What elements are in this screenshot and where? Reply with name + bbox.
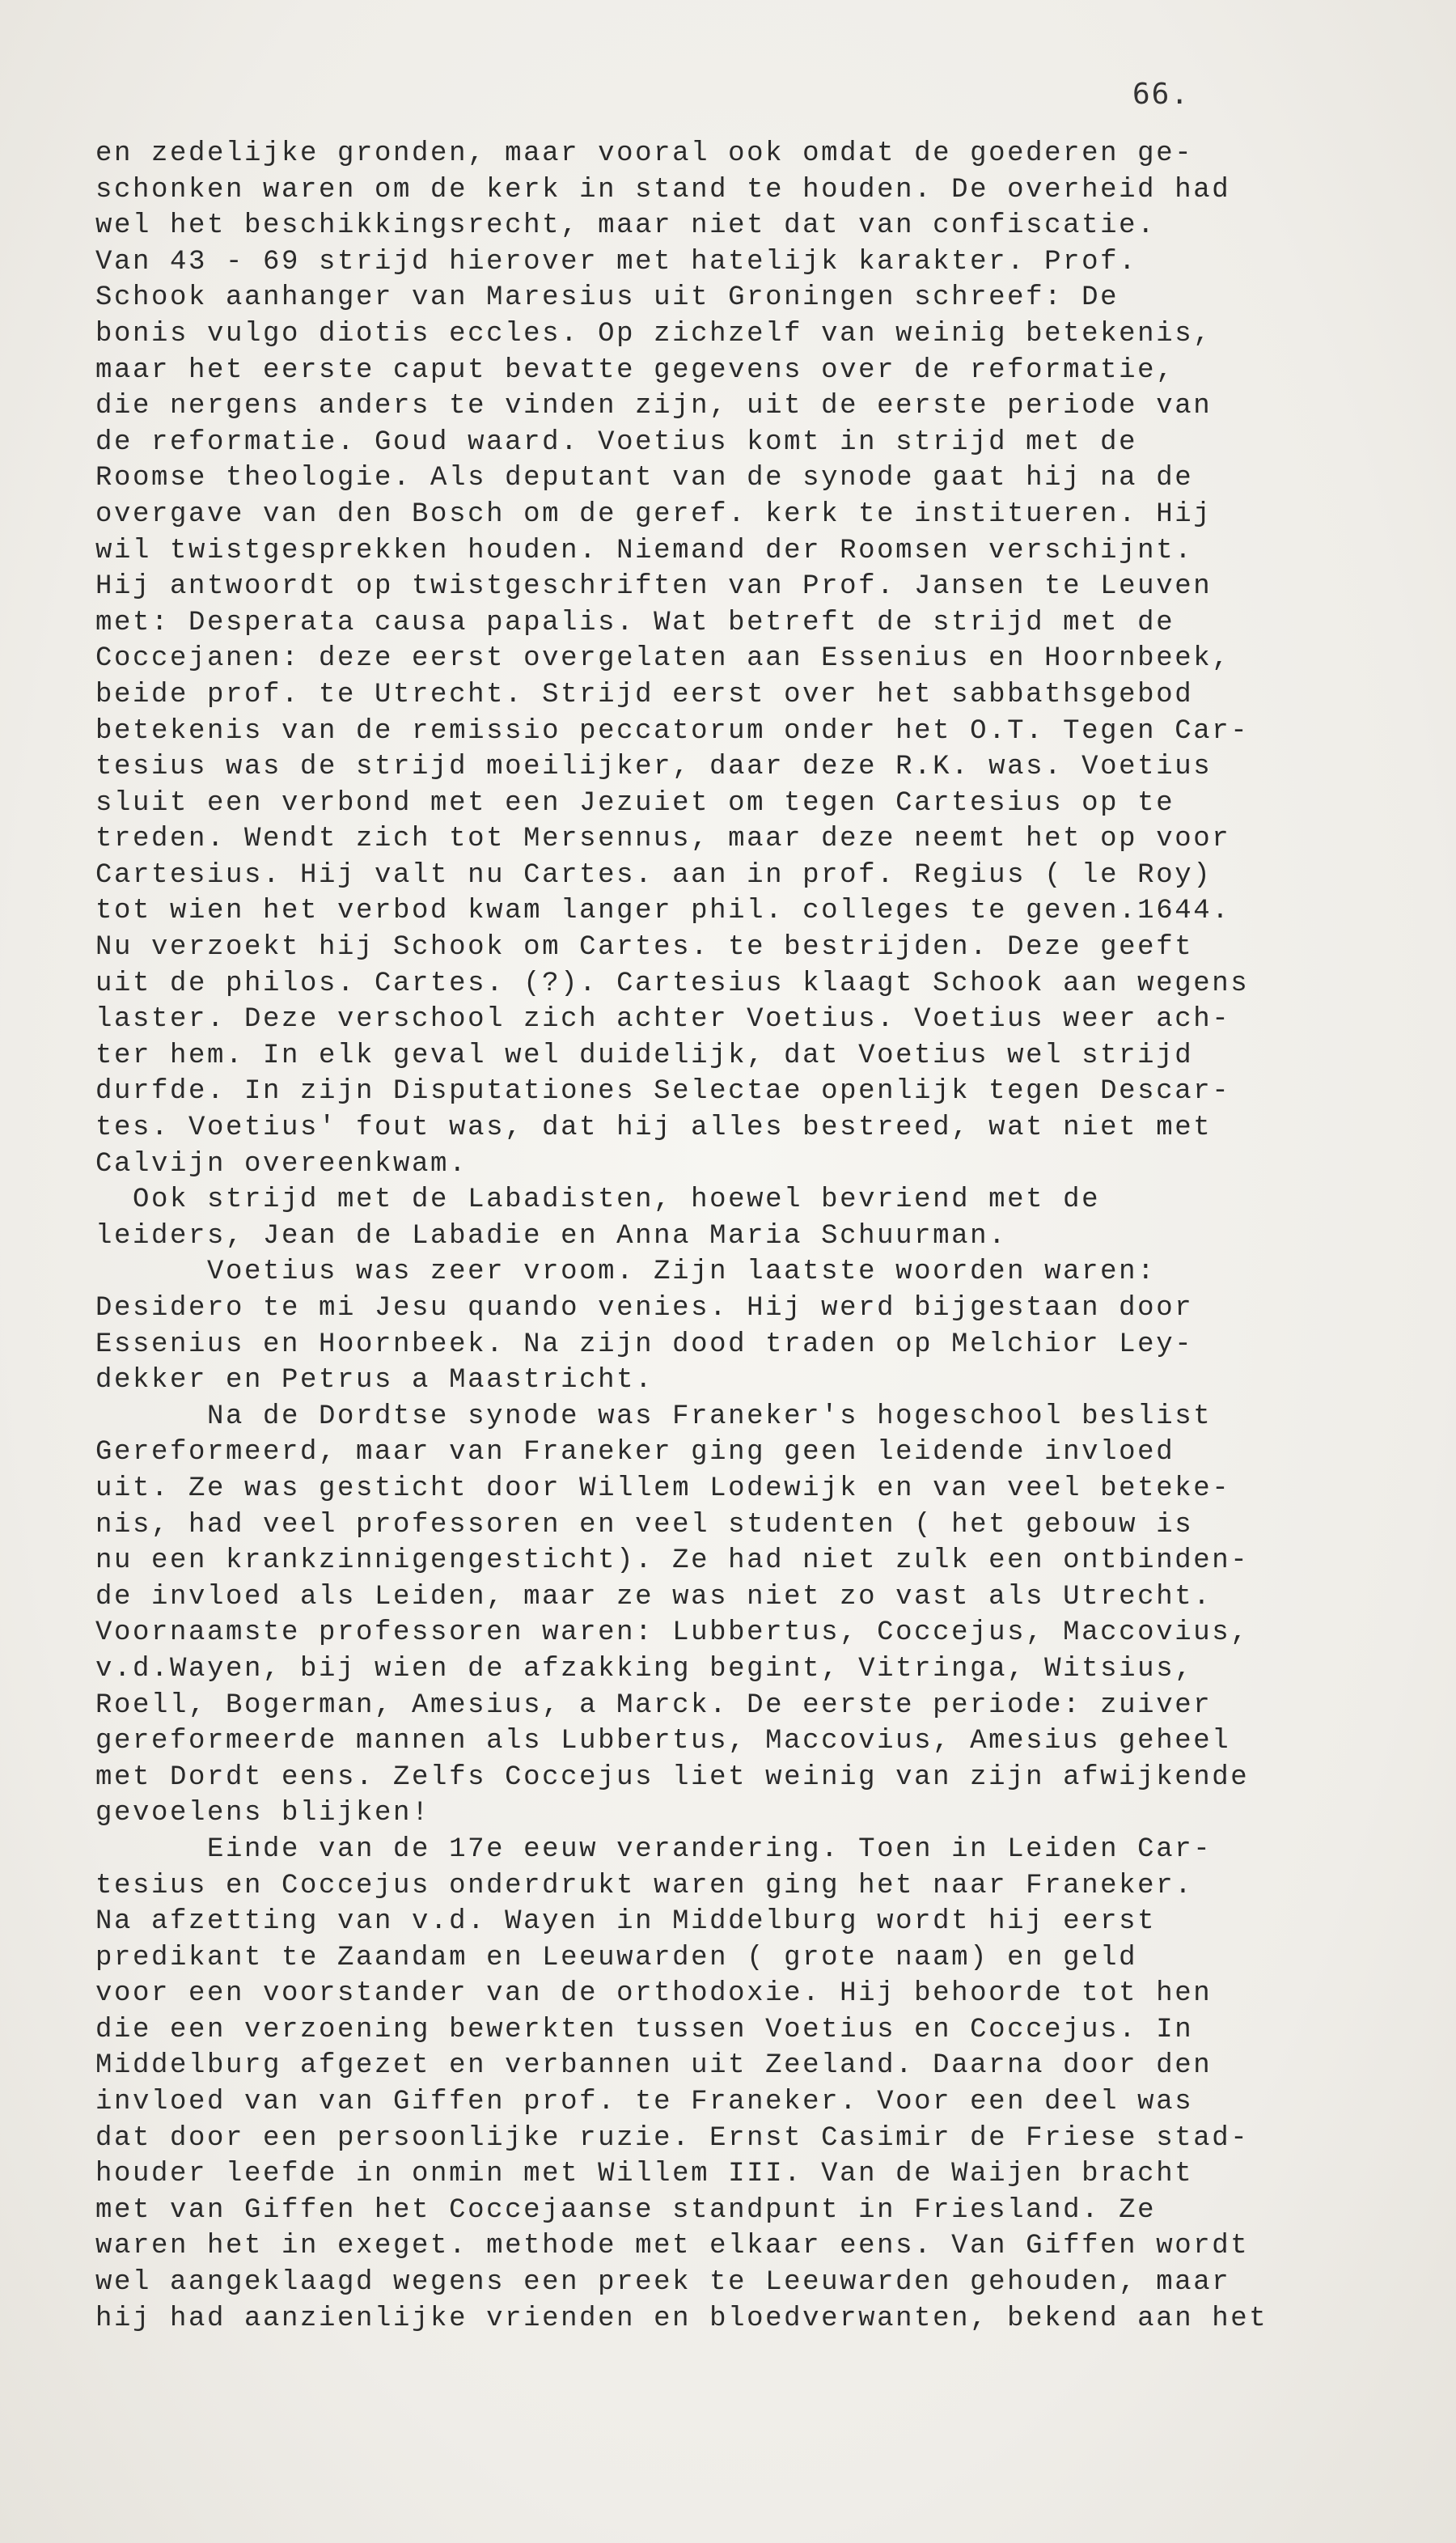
text-line: Middelburg afgezet en verbannen uit Zeeland. Daarna door den <box>95 2050 1213 2082</box>
text-line: Nu verzoekt hij Schook om Cartes. te bestrijden. Deze geeft <box>95 932 1194 964</box>
text-line: nu een krankzinnigengesticht). Ze had niet zulk een ontbinden- <box>95 1545 1250 1577</box>
text-line: nis, had veel professoren en veel studenten ( het gebouw is <box>95 1509 1194 1541</box>
text-line: maar het eerste caput bevatte gegevens over de reformatie, <box>95 354 1175 386</box>
text-line: Ook strijd met de Labadisten, hoewel bevriend met de <box>95 1185 1101 1216</box>
text-line: wil twistgesprekken houden. Niemand der Roomsen verschijnt. <box>95 535 1194 566</box>
text-line: houder leefde in onmin met Willem III. Van de Waijen bracht <box>95 2159 1194 2190</box>
text-line: wel het beschikkingsrecht, maar niet dat van confiscatie. <box>95 210 1157 242</box>
text-line: tesius en Coccejus onderdrukt waren ging het naar Franeker. <box>95 1870 1194 1901</box>
page-number: 66. <box>1132 78 1191 111</box>
text-line: Essenius en Hoornbeek. Na zijn dood traden op Melchior Ley- <box>95 1329 1194 1360</box>
text-line: uit. Ze was gesticht door Willem Lodewijk en van veel beteke- <box>95 1473 1231 1504</box>
text-line: Na afzetting van v.d. Wayen in Middelburg wordt hij eerst <box>95 1906 1157 1938</box>
text-line: beide prof. te Utrecht. Strijd eerst over het sabbathsgebod <box>95 679 1194 710</box>
text-line: voor een voorstander van de orthodoxie. Hij behoorde tot hen <box>95 1978 1213 2010</box>
text-line: met: Desperata causa papalis. Wat betreft de strijd met de <box>95 607 1175 638</box>
text-line: betekenis van de remissio peccatorum onder het O.T. Tegen Car- <box>95 715 1250 747</box>
text-line: hij had aanzienlijke vrienden en bloedverwanten, bekend aan het <box>95 2303 1268 2334</box>
text-line: tes. Voetius' fout was, dat hij alles bestreed, wat niet met <box>95 1113 1213 1144</box>
text-line: gevoelens blijken! <box>95 1798 431 1829</box>
text-line: Gereformeerd, maar van Franeker ging geen leidende invloed <box>95 1437 1175 1469</box>
text-line: die nergens anders te vinden zijn, uit de eerste periode van <box>95 391 1213 422</box>
text-line: met van Giffen het Coccejaanse standpunt in Friesland. Ze <box>95 2194 1157 2226</box>
text-line: Schook aanhanger van Maresius uit Groningen schreef: De <box>95 282 1120 314</box>
text-line: wel aangeklaagd wegens een preek te Leeuwarden gehouden, maar <box>95 2267 1231 2299</box>
text-line: Voetius was zeer vroom. Zijn laatste woorden waren: <box>95 1257 1157 1288</box>
text-line: predikant te Zaandam en Leeuwarden ( grote naam) en geld <box>95 1942 1138 1973</box>
text-line: ter hem. In elk geval wel duidelijk, dat Voetius wel strijd <box>95 1040 1194 1071</box>
text-line: Voornaamste professoren waren: Lubbertus, Coccejus, Maccovius, <box>95 1617 1250 1649</box>
text-line: durfde. In zijn Disputationes Selectae openlijk tegen Descar- <box>95 1076 1231 1108</box>
body-text <box>95 136 1390 2337</box>
text-line: waren het in exeget. methode met elkaar eens. Van Giffen wordt <box>95 2231 1250 2262</box>
text-line: treden. Wendt zich tot Mersennus, maar deze neemt het op voor <box>95 824 1231 855</box>
text-line: laster. Deze verschool zich achter Voetius. Voetius weer ach- <box>95 1004 1231 1036</box>
text-line: tesius was de strijd moeilijker, daar deze R.K. was. Voetius <box>95 752 1213 783</box>
text-line: de invloed als Leiden, maar ze was niet zo vast als Utrecht. <box>95 1581 1213 1613</box>
text-line: Cartesius. Hij valt nu Cartes. aan in prof. Regius ( le Roy) <box>95 859 1213 891</box>
text-line: bonis vulgo diotis eccles. Op zichzelf van weinig betekenis, <box>95 318 1213 350</box>
text-line: gereformeerde mannen als Lubbertus, Maccovius, Amesius geheel <box>95 1726 1231 1757</box>
text-line: dekker en Petrus a Maastricht. <box>95 1365 654 1397</box>
text-line: leiders, Jean de Labadie en Anna Maria Schuurman. <box>95 1220 1008 1252</box>
text-line: sluit een verbond met een Jezuiet om tegen Cartesius op te <box>95 787 1175 819</box>
text-line: Na de Dordtse synode was Franeker's hogeschool beslist <box>95 1401 1213 1432</box>
text-line: schonken waren om de kerk in stand te houden. De overheid had <box>95 174 1231 206</box>
text-line: Einde van de 17e eeuw verandering. Toen in Leiden Car- <box>95 1833 1213 1865</box>
text-line: v.d.Wayen, bij wien de afzakking begint, Vitringa, Witsius, <box>95 1653 1194 1685</box>
text-line: invloed van van Giffen prof. te Franeker. Voor een deel was <box>95 2087 1194 2118</box>
text-line: de reformatie. Goud waard. Voetius komt in strijd met de <box>95 426 1138 458</box>
text-line: die een verzoening bewerkten tussen Voetius en Coccejus. In <box>95 2014 1194 2045</box>
text-line: en zedelijke gronden, maar vooral ook omdat de goederen ge- <box>95 138 1194 169</box>
text-line: Van 43 - 69 strijd hierover met hatelijk karakter. Prof. <box>95 246 1138 278</box>
text-line: Roell, Bogerman, Amesius, a Marck. De eerste periode: zuiver <box>95 1689 1213 1721</box>
text-line: Roomse theologie. Als deputant van de synode gaat hij na de <box>95 463 1194 494</box>
text-line: tot wien het verbod kwam langer phil. colleges te geven.1644. <box>95 896 1231 927</box>
text-line: Coccejanen: deze eerst overgelaten aan Essenius en Hoornbeek, <box>95 643 1231 675</box>
text-line: uit de philos. Cartes. (?). Cartesius klaagt Schook aan wegens <box>95 968 1250 999</box>
text-line: Calvijn overeenkwam. <box>95 1148 468 1180</box>
text-line: Hij antwoordt op twistgeschriften van Prof. Jansen te Leuven <box>95 571 1213 603</box>
text-line: met Dordt eens. Zelfs Coccejus liet weinig van zijn afwijkende <box>95 1761 1250 1793</box>
text-line: Desidero te mi Jesu quando venies. Hij werd bijgestaan door <box>95 1293 1194 1324</box>
text-line: dat door een persoonlijke ruzie. Ernst Casimir de Friese stad- <box>95 2122 1250 2154</box>
text-line: overgave van den Bosch om de geref. kerk te institueren. Hij <box>95 498 1213 530</box>
